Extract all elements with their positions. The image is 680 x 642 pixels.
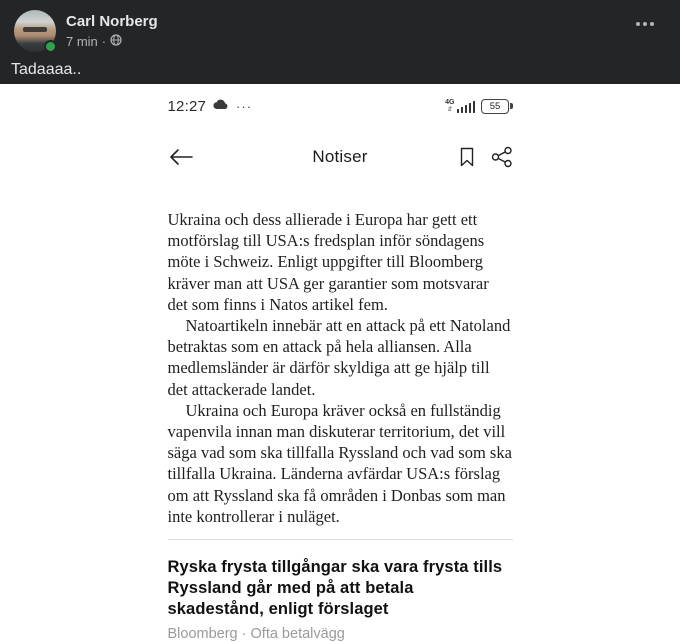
article-body (168, 209, 513, 527)
article-paragraph: Ukraina och dess allierade i Europa har gett ett motförslag till USA:s fredsplan inför söndagens möte i Schweiz. Enligt uppgifter till Bloomberg kräver man att USA ger garantier som motsvarar det som finns i Natos artikel fem. (167, 210, 489, 314)
data-arrows-icon: ⇵ (447, 107, 453, 113)
battery-percent: 55 (481, 99, 509, 114)
section-divider (168, 539, 513, 540)
phone-status-bar (168, 84, 513, 115)
meta-separator: · (101, 34, 107, 49)
avatar[interactable] (14, 10, 56, 52)
network-type-label: 4G (445, 99, 455, 106)
author-name[interactable]: Carl Norberg (66, 13, 158, 30)
attached-screenshot[interactable] (0, 84, 680, 642)
avatar-glasses-detail (23, 27, 47, 32)
bookmark-icon[interactable] (459, 147, 475, 167)
app-header (168, 142, 513, 172)
facebook-post (0, 0, 680, 84)
globe-icon (110, 33, 122, 50)
post-options-button[interactable] (632, 18, 658, 30)
online-status-dot (44, 40, 57, 53)
post-header (14, 10, 666, 52)
related-article-headline[interactable]: Ryska frysta tillgångar ska vara frysta tills Ryssland går med på att betala skadestånd, enligt förslaget (167, 558, 503, 619)
article-paragraph: Ukraina och Europa kräver också en fullständig vapenvila innan man diskuterar territorium, det vill säga vad som ska tillfalla Ryssland och vad som ska tillfalla Ukraina. Länderna avfärdar USA:s förslag om att Ryssland ska få områden i Donbas som man inte kontrollerar i nuläget. (167, 400, 512, 526)
notification-dots: ··· (236, 98, 253, 114)
post-body-text: Tadaaaa.. (11, 61, 82, 78)
share-icon[interactable] (491, 146, 513, 168)
signal-bars-icon (457, 101, 476, 113)
network-signal (445, 99, 475, 113)
battery-icon (481, 99, 513, 114)
article-source: Bloomberg · Ofta betalvägg (167, 626, 345, 642)
page-title: Notiser (312, 147, 368, 166)
post-timestamp[interactable]: 7 min (66, 34, 98, 49)
cloud-icon (213, 97, 229, 115)
clock: 12:27 (167, 97, 207, 115)
post-meta (66, 33, 158, 50)
article-paragraph: Natoartikeln innebär att en attack på ett Natoland betraktas som en attack på hela alliansen. Alla medlemsländer är därför skyldiga att ge hjälp till det attackerade landet. (167, 316, 511, 399)
